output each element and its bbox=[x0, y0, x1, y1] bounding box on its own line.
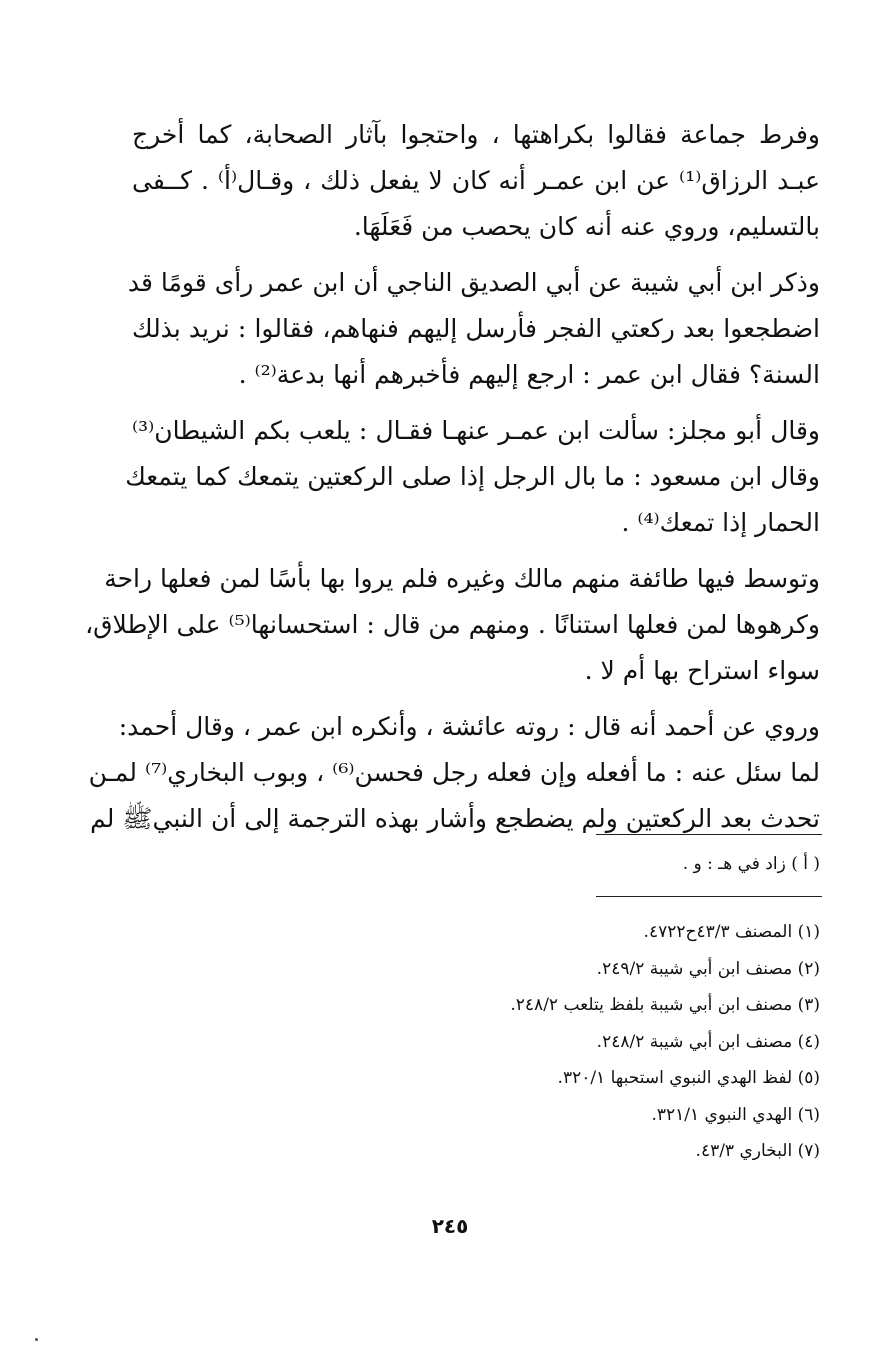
text-line: اضطجعوا بعد ركعتي الفجر فأرسل إليهم فنهاهم، فقالوا : نريد بذلك bbox=[132, 314, 820, 343]
scan-speck bbox=[35, 1338, 38, 1341]
footnote: (٥) لفظ الهدي النبوي استحبها ٣٢٠/١. bbox=[557, 1068, 820, 1088]
text-line: وروي عن أحمد أنه قال : روته عائشة ، وأنكره ابن عمر ، وقال أحمد: bbox=[118, 712, 820, 741]
text-line: عبـد الرزاق⁽¹⁾ عن ابن عمـر أنه كان لا يفعل ذلك ، وقـال⁽أ⁾ . كــفى bbox=[132, 166, 820, 195]
footnotes bbox=[430, 914, 820, 1170]
footnote: (١) المصنف ٤٣/٣ح٤٧٢٢. bbox=[643, 922, 820, 942]
text-line: الحمار إذا تمعك⁽⁴⁾ . bbox=[621, 508, 820, 537]
text-line: السنة؟ فقال ابن عمر : ارجع إليهم فأخبرهم أنها بدعة⁽²⁾ . bbox=[238, 360, 820, 389]
text-line: وفرط جماعة فقالوا بكراهتها ، واحتجوا بآثار الصحابة، كما أخرج bbox=[132, 120, 820, 149]
text-line: سواء استراح بها أم لا . bbox=[584, 656, 820, 685]
text-line: وقال أبو مجلز: سألت ابن عمـر عنهـا فقـال : يلعب بكم الشيطان⁽³⁾ bbox=[132, 416, 820, 445]
text-line: تحدث بعد الركعتين ولم يضطجع وأشار بهذه الترجمة إلى أن النبيﷺ لم bbox=[90, 804, 820, 833]
text-line: وقال ابن مسعود : ما بال الرجل إذا صلى الركعتين يتمعك كما يتمعك bbox=[125, 462, 820, 491]
footnote: (٧) البخاري ٤٣/٣. bbox=[695, 1141, 820, 1161]
text-line: وكرهوها لمن فعلها استنانًا . ومنهم من قال : استحسانها⁽⁵⁾ على الإطلاق، bbox=[85, 610, 820, 639]
footnote-separator bbox=[596, 896, 822, 897]
text-line: بالتسليم، وروي عنه أنه كان يحصب من فَعَلَهَا. bbox=[353, 212, 820, 241]
footnote-separator bbox=[596, 834, 822, 835]
variant-note: ( أ ) زاد في هـ : و . bbox=[682, 854, 820, 874]
text-line: وذكر ابن أبي شيبة عن أبي الصديق الناجي أن ابن عمر رأى قومًا قد bbox=[127, 268, 820, 297]
footnote: (٦) الهدي النبوي ٣٢١/١. bbox=[651, 1104, 820, 1125]
footnote: (٣) مصنف ابن أبي شيبة بلفظ يتلعب ٢٤٨/٢. bbox=[510, 995, 820, 1015]
main-text bbox=[85, 112, 820, 842]
text-line: لما سئل عنه : ما أفعله وإن فعله رجل فحسن⁽⁶⁾ ، وبوب البخاري⁽⁷⁾ لمـن bbox=[88, 758, 820, 787]
footnote: (٢) مصنف ابن أبي شيبة ٢٤٩/٢. bbox=[596, 958, 820, 979]
text-line: وتوسط فيها طائفة منهم مالك وغيره فلم يروا بها بأسًا لمن فعلها راحة bbox=[104, 564, 820, 593]
footnote: (٤) مصنف ابن أبي شيبة ٢٤٨/٢. bbox=[596, 1031, 820, 1052]
page-number: ٢٤٥ bbox=[431, 1214, 469, 1238]
